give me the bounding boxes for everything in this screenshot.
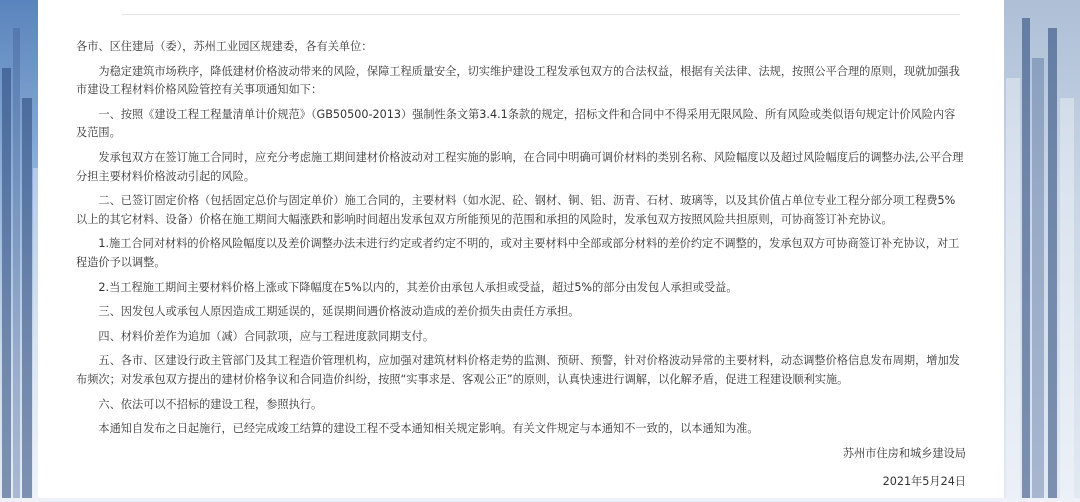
notice-paragraph-1b: 发承包双方在签订施工合同时，应充分考虑施工期间建材价格波动对工程实施的影响，在合同中明确可调价材料的类别名称、风险幅度以及超过风险幅度后的调整办法,公平合理分担主要材料价格波动引起的风险。 [76, 150, 964, 183]
left-background-image [0, 0, 38, 498]
notice-paragraph-intro: 为稳定建筑市场秩序，降低建材价格波动带来的风险，保障工程质量安全，切实维护建设工程发承包双方的合法权益，根据有关法律、法规，按照公平合理的原则，现就加强我市建设工程材料价格风险管控有关事项通知如下： [76, 64, 960, 97]
issue-date: 2021年5月24日 [882, 475, 966, 489]
notice-body [76, 38, 966, 502]
notice-paragraph-5: 五、各市、区建设行政主管部门及其工程造价管理机构，应加强对建筑材料价格走势的监测、预研、预警，针对价格波动异常的主要材料，动态调整价格信息发布周期，增加发布频次；对发承包双方提出的建材价格争议和合同造价纠纷，按照“实事求是、客观公正”的原则，认真快速进行调解，以化解矛盾，促进工程建设顺利实施。 [76, 354, 960, 386]
notice-paragraph-closing: 本通知自发布之日起施行，已经完成竣工结算的建设工程不受本通知相关规定影响。有关文件规定与本通知不一致的，以本通知为准。 [98, 422, 759, 436]
notice-paragraph-2-1: 1.施工合同对材料的价格风险幅度以及差价调整办法未进行约定或者约定不明的，或对主要材料中全部或部分材料的差价约定不调整的，发承包双方可协商签订补充协议，对工程造价予以调整。 [76, 237, 960, 269]
salutation: 各市、区住建局（委），苏州工业园区规建委，各有关单位： [76, 40, 373, 53]
notice-paragraph-4: 四、材料价差作为追加（减）合同款项，应与工程进度款同期支付。 [98, 329, 435, 343]
notice-paragraph-3: 三、因发包人或承包人原因造成工期延误的，延误期间遇价格波动造成的差价损失由责任方承担。 [98, 305, 580, 319]
notice-paragraph-2: 二、已签订固定价格（包括固定总价与固定单价）施工合同的，主要材料（如水泥、砼、钢材、铜、铝、沥青、石材、玻璃等，以及其价值占单位专业工程分部分项工程费5%以上的其它材料、设备）价格在施工期间大幅涨跌和影响时间超出发承包双方所能预见的范围和承担的风险时，发承包双方按照风险共担原则，可协商签订补充协议。 [76, 194, 956, 226]
notice-paragraph-2-2: 2.当工程施工期间主要材料价格上涨或下降幅度在5%以内的，其差价由承包人承担或受益，超过5%的部分由发包人承担或受益。 [98, 280, 738, 294]
top-divider [122, 14, 960, 15]
notice-paragraph-6: 六、依法可以不招标的建设工程，参照执行。 [98, 397, 323, 411]
right-background-image [1004, 0, 1080, 498]
issuer: 苏州市住房和城乡建设局 [842, 446, 966, 460]
notice-panel [38, 0, 1004, 498]
notice-paragraph-1: 一、按照《建设工程工程量清单计价规范》（GB50500-2013）强制性条文第3.4.1条款的规定，招标文件和合同中不得采用无限风险、所有风险或类似语句规定计价风险内容及范围。 [76, 107, 956, 140]
